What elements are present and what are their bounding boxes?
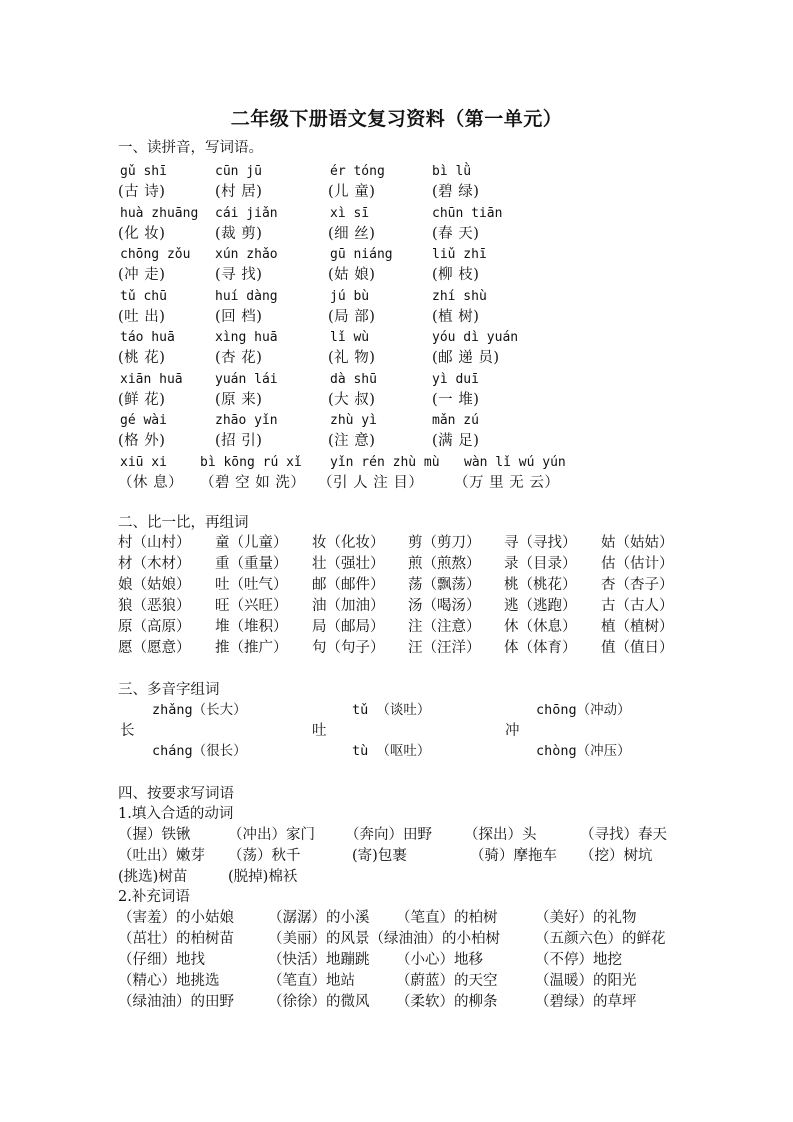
pinyin-cell: yǐn rén zhù mù — [330, 454, 440, 470]
verb-cell: （挖）树坑 — [580, 848, 653, 864]
verb-cell: (挑选)树苗 — [118, 869, 188, 885]
section1-heading: 一、读拼音，写词语。 — [118, 140, 263, 156]
word-cell: (招 引) — [215, 433, 263, 449]
compare-cell: 壮（强壮） — [312, 556, 385, 572]
compare-cell: 推（推广） — [215, 640, 288, 656]
compare-cell: 童（儿童） — [215, 535, 288, 551]
word-cell: (寻 找) — [215, 267, 263, 283]
compare-cell: 油（加油） — [312, 598, 385, 614]
compare-cell: 煎（煎熬） — [408, 556, 481, 572]
word-cell: (邮 递 员) — [432, 350, 500, 366]
polyphone-top-1: zhǎng（长大） — [152, 702, 247, 718]
compare-cell: 邮（邮件） — [312, 577, 385, 593]
phrase-cell: （蔚蓝）的天空 — [396, 973, 498, 989]
pinyin-cell: huí dàng — [215, 288, 278, 304]
phrase-cell: （绿油油）的田野 — [118, 994, 234, 1010]
word-cell: （碧 空 如 洗） — [200, 474, 306, 491]
pinyin-cell: liǔ zhī — [432, 247, 487, 262]
compare-cell: 桃（桃花） — [504, 577, 577, 593]
word-cell: (吐 出) — [118, 308, 166, 325]
compare-cell: 原（高原） — [118, 619, 191, 635]
word-cell: （休 息） — [118, 474, 184, 491]
pinyin-cell: yì duī — [432, 371, 479, 387]
verb-cell: （探出）头 — [464, 827, 537, 843]
word-cell: (化 妆) — [118, 225, 166, 242]
pinyin-cell: yuán lái — [215, 371, 278, 387]
pinyin-cell: gǔ shī — [120, 164, 167, 179]
compare-cell: 古（古人） — [601, 598, 674, 614]
word-cell: （万 里 无 云） — [454, 474, 560, 491]
pinyin-cell: mǎn zú — [432, 413, 479, 428]
compare-cell: 村（山村） — [118, 535, 191, 551]
phrase-cell: （潺潺）的小溪 — [268, 910, 370, 926]
compare-cell: 娘（姑娘） — [118, 577, 191, 593]
compare-cell: 吐（吐气） — [215, 577, 288, 593]
compare-cell: 汪（汪洋） — [408, 640, 481, 656]
verb-cell: （冲出）家门 — [228, 827, 315, 843]
word-cell: (春 天) — [432, 225, 480, 242]
pinyin-cell: dà shū — [330, 371, 377, 387]
section2-heading: 二、比一比，再组词 — [118, 515, 249, 531]
word-cell: (古 诗) — [118, 184, 166, 200]
pinyin-cell: gé wài — [120, 413, 167, 428]
pinyin-cell: lǐ wù — [330, 330, 370, 345]
pinyin-cell: wàn lǐ wú yún — [464, 454, 566, 470]
polyphone-bottom-1: cháng（很长） — [152, 743, 247, 759]
phrase-cell: （仔细）地找 — [118, 952, 205, 968]
section3-heading: 三、多音字组词 — [118, 682, 220, 698]
compare-cell: 注（注意） — [408, 619, 481, 635]
verb-cell: （吐出）嫩芽 — [118, 848, 205, 864]
verb-cell: （寻找）春天 — [580, 827, 667, 843]
word-cell: (桃 花) — [118, 350, 166, 366]
compare-cell: 寻（寻找） — [504, 535, 577, 551]
pinyin-cell: zhí shù — [432, 288, 487, 304]
compare-cell: 剪（剪刀） — [408, 535, 481, 551]
compare-cell: 局（邮局） — [312, 619, 385, 635]
compare-cell: 逃（逃跑） — [504, 598, 577, 614]
word-cell: (鲜 花) — [118, 391, 166, 408]
phrase-cell: （美丽）的风景（绿油油）的小柏树 — [268, 931, 500, 947]
pinyin-cell: jú bù — [330, 288, 370, 304]
pinyin-cell: zhāo yǐn — [215, 413, 278, 428]
polyphone-char-3: 冲 — [505, 723, 520, 739]
phrase-cell: （小心）地移 — [396, 952, 483, 968]
word-cell: (注 意) — [328, 433, 376, 449]
compare-cell: 狼（恶狼） — [118, 598, 191, 614]
word-cell: (儿 童) — [328, 184, 376, 200]
compare-cell: 重（重量） — [215, 556, 288, 572]
polyphone-top-3: chōng（冲动） — [536, 702, 631, 718]
verb-cell: (脱掉)棉袄 — [228, 869, 298, 885]
word-cell: (礼 物) — [328, 350, 376, 366]
word-cell: （引 人 注 目） — [318, 474, 424, 491]
word-cell: (植 树) — [432, 308, 480, 325]
phrase-cell: （笔直）的柏树 — [396, 910, 498, 926]
word-cell: (杏 花) — [215, 350, 263, 366]
word-cell: (原 来) — [215, 391, 263, 408]
word-cell: (柳 枝) — [432, 267, 480, 283]
word-cell: (村 居) — [215, 184, 263, 200]
phrase-cell: （精心）地挑选 — [118, 973, 220, 989]
compare-cell: 体（体育） — [504, 640, 577, 656]
phrase-cell: （茁壮）的柏树苗 — [118, 931, 234, 947]
compare-cell: 汤（喝汤） — [408, 598, 481, 614]
polyphone-char-2: 吐 — [312, 723, 327, 739]
word-cell: (格 外) — [118, 433, 166, 449]
compare-cell: 材（木材） — [118, 556, 191, 572]
pinyin-cell: tǔ chū — [120, 288, 167, 304]
word-cell: (局 部) — [328, 308, 376, 325]
pinyin-cell: bì kōng rú xǐ — [200, 454, 302, 470]
pinyin-cell: huà zhuāng — [120, 205, 199, 221]
word-cell: (一 堆) — [432, 391, 480, 408]
compare-cell: 句（句子） — [312, 640, 385, 656]
word-cell: (满 足) — [432, 433, 480, 449]
compare-cell: 姑（姑姑） — [601, 535, 674, 551]
pinyin-cell: xì sī — [330, 205, 370, 221]
verb-cell: (寄)包裹 — [352, 848, 407, 864]
phrase-cell: （五颜六色）的鲜花 — [535, 931, 666, 947]
verb-cell: （奔向）田野 — [345, 827, 432, 843]
word-cell: (大 叔) — [328, 391, 376, 408]
pinyin-cell: xún zhǎo — [215, 247, 278, 262]
pinyin-cell: chōng zǒu — [120, 247, 191, 262]
phrase-cell: （害羞）的小姑娘 — [118, 910, 234, 926]
phrase-cell: （快活）地蹦跳 — [268, 952, 370, 968]
phrase-cell: （徐徐）的微风 — [268, 994, 370, 1010]
pinyin-cell: zhù yì — [330, 413, 377, 428]
word-cell: (姑 娘) — [328, 267, 376, 283]
compare-cell: 旺（兴旺） — [215, 598, 288, 614]
pinyin-cell: gū niáng — [330, 247, 393, 262]
section4-sub1: 1.填入合适的动词 — [118, 806, 234, 822]
compare-cell: 值（值日） — [601, 640, 674, 656]
pinyin-cell: xìng huā — [215, 330, 278, 345]
word-cell: (碧 绿) — [432, 184, 480, 200]
polyphone-char-1: 长 — [120, 723, 135, 739]
pinyin-cell: bì lǜ — [432, 164, 472, 179]
page-title: 二年级下册语文复习资料（第一单元） — [230, 108, 563, 130]
verb-cell: （荡）秋千 — [228, 848, 301, 864]
pinyin-cell: ér tóng — [330, 164, 385, 179]
compare-cell: 植（植树） — [601, 619, 674, 635]
verb-cell: （握）铁锹 — [118, 827, 191, 843]
pinyin-cell: táo huā — [120, 330, 175, 345]
compare-cell: 荡（飘荡） — [408, 577, 481, 593]
compare-cell: 愿（愿意） — [118, 640, 191, 656]
phrase-cell: （笔直）地站 — [268, 973, 355, 989]
pinyin-cell: xiū xi — [120, 454, 167, 470]
word-cell: (冲 走) — [118, 267, 166, 283]
compare-cell: 录（目录） — [504, 556, 577, 572]
polyphone-top-2: tǔ （谈吐） — [352, 702, 431, 718]
polyphone-bottom-2: tù （呕吐） — [352, 743, 431, 759]
word-cell: (回 档) — [215, 308, 263, 325]
compare-cell: 堆（堆积） — [215, 619, 288, 635]
phrase-cell: （碧绿）的草坪 — [535, 994, 637, 1010]
compare-cell: 杏（杏子） — [601, 577, 674, 593]
pinyin-cell: yóu dì yuán — [432, 330, 519, 345]
pinyin-cell: cái jiǎn — [215, 205, 278, 221]
phrase-cell: （不停）地挖 — [535, 952, 622, 968]
word-cell: (裁 剪) — [215, 225, 263, 242]
compare-cell: 妆（化妆） — [312, 535, 385, 551]
compare-cell: 估（估计） — [601, 556, 674, 572]
phrase-cell: （柔软）的柳条 — [396, 994, 498, 1010]
pinyin-cell: xiān huā — [120, 371, 183, 387]
phrase-cell: （温暖）的阳光 — [535, 973, 637, 989]
pinyin-cell: cūn jū — [215, 164, 262, 179]
section4-sub2: 2.补充词语 — [118, 889, 190, 905]
word-cell: (细 丝) — [328, 225, 376, 242]
pinyin-cell: chūn tiān — [432, 205, 503, 221]
section4-heading: 四、按要求写词语 — [118, 786, 234, 802]
compare-cell: 休（休息） — [504, 619, 577, 635]
phrase-cell: （美好）的礼物 — [535, 910, 637, 926]
polyphone-bottom-3: chòng（冲压） — [536, 743, 631, 759]
verb-cell: （骑）摩拖车 — [470, 848, 557, 864]
